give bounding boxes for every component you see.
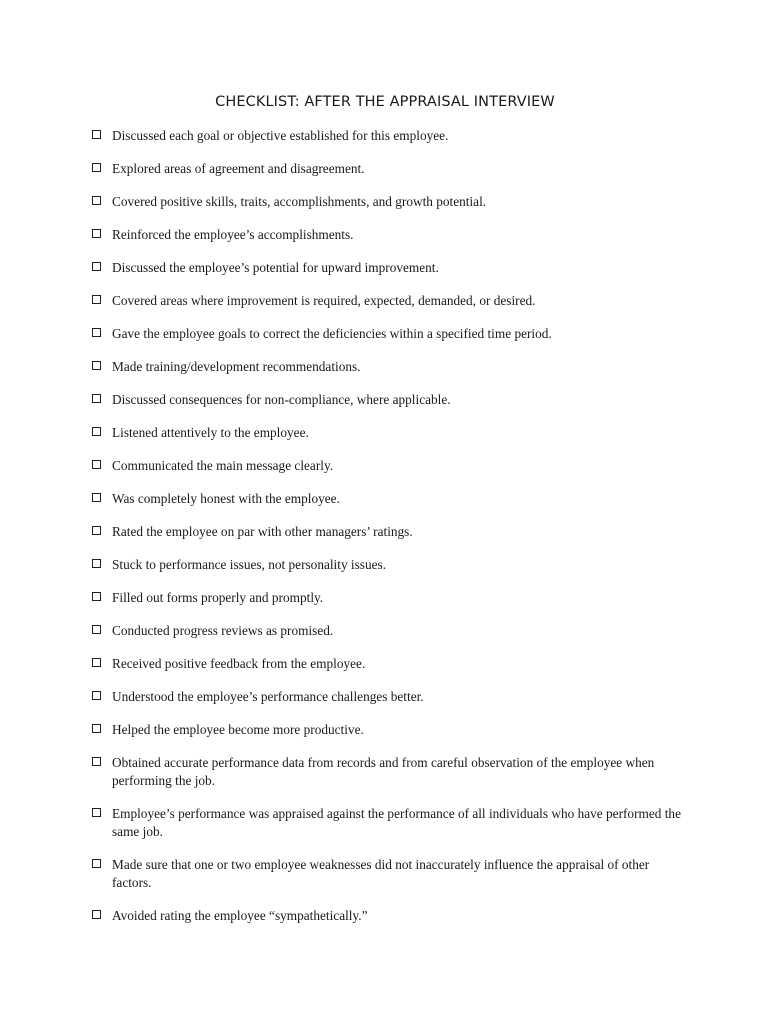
- checklist-item: [92, 358, 692, 376]
- checkbox[interactable]: [92, 394, 101, 403]
- checklist-item-text: Employee’s performance was appraised against the performance of all individuals who have performed the same job.: [112, 806, 681, 839]
- checklist-item: [92, 556, 692, 574]
- checklist-item-text: Made sure that one or two employee weaknesses did not inaccurately influence the appraisal of other factors.: [112, 857, 650, 890]
- checklist-item: [92, 523, 692, 541]
- checklist-item-text: Explored areas of agreement and disagreement.: [112, 161, 365, 176]
- checkbox[interactable]: [92, 262, 101, 271]
- checkbox[interactable]: [92, 460, 101, 469]
- checklist-item-text: Understood the employee’s performance challenges better.: [112, 689, 424, 704]
- checklist-item-text: Obtained accurate performance data from records and from careful observation of the employee when performing the job.: [112, 755, 655, 788]
- checkbox[interactable]: [92, 493, 101, 502]
- page-title: CHECKLIST: AFTER THE APPRAISAL INTERVIEW: [215, 94, 555, 110]
- checkbox[interactable]: [92, 526, 101, 535]
- checklist-item: [92, 226, 692, 244]
- checklist-item: [92, 907, 692, 925]
- checklist-item-text: Communicated the main message clearly.: [112, 458, 334, 473]
- checklist-item-text: Conducted progress reviews as promised.: [112, 623, 334, 638]
- checklist-item: [92, 259, 692, 277]
- checklist-item-text: Reinforced the employee’s accomplishments.: [112, 227, 354, 242]
- checklist-item: [92, 127, 692, 145]
- checklist-item-text: Avoided rating the employee “sympathetically.”: [112, 908, 368, 923]
- checklist-item-text: Covered positive skills, traits, accomplishments, and growth potential.: [112, 194, 487, 209]
- checkbox[interactable]: [92, 757, 101, 766]
- checkbox[interactable]: [92, 724, 101, 733]
- checkbox[interactable]: [92, 559, 101, 568]
- checklist-item: [92, 655, 692, 673]
- checklist-item: [92, 457, 692, 475]
- checkbox[interactable]: [92, 328, 101, 337]
- checkbox[interactable]: [92, 592, 101, 601]
- checkbox[interactable]: [92, 427, 101, 436]
- checklist-item: [92, 856, 692, 892]
- checklist-item-text: Received positive feedback from the employee.: [112, 656, 366, 671]
- checklist-item: [92, 688, 692, 706]
- checkbox[interactable]: [92, 691, 101, 700]
- checkbox[interactable]: [92, 361, 101, 370]
- checklist-item: [92, 160, 692, 178]
- checklist-item-text: Covered areas where improvement is required, expected, demanded, or desired.: [112, 293, 536, 308]
- checklist-item: [92, 589, 692, 607]
- checkbox[interactable]: [92, 229, 101, 238]
- checkbox[interactable]: [92, 130, 101, 139]
- checklist-item-text: Was completely honest with the employee.: [112, 491, 340, 506]
- checklist-item-text: Listened attentively to the employee.: [112, 425, 309, 440]
- checkbox[interactable]: [92, 163, 101, 172]
- checklist-item-text: Discussed each goal or objective established for this employee.: [112, 128, 449, 143]
- checklist-item-text: Discussed the employee’s potential for upward improvement.: [112, 260, 439, 275]
- checkbox[interactable]: [92, 196, 101, 205]
- checklist-item-text: Rated the employee on par with other managers’ ratings.: [112, 524, 413, 539]
- checklist-item: [92, 424, 692, 442]
- checklist-item: [92, 721, 692, 739]
- checklist-item: [92, 325, 692, 343]
- checklist-item: [92, 292, 692, 310]
- checklist-item: [92, 805, 692, 841]
- checklist-item: [92, 622, 692, 640]
- checklist-item: [92, 391, 692, 409]
- checklist-item-text: Filled out forms properly and promptly.: [112, 590, 324, 605]
- checklist-item-text: Discussed consequences for non-compliance, where applicable.: [112, 392, 451, 407]
- checklist-item: [92, 193, 692, 211]
- checkbox[interactable]: [92, 808, 101, 817]
- checkbox[interactable]: [92, 658, 101, 667]
- checklist-item: [92, 490, 692, 508]
- checklist-item-text: Stuck to performance issues, not personality issues.: [112, 557, 387, 572]
- checklist: [92, 127, 692, 940]
- checkbox[interactable]: [92, 859, 101, 868]
- checklist-item: [92, 754, 692, 790]
- checklist-item-text: Gave the employee goals to correct the deficiencies within a specified time period.: [112, 326, 552, 341]
- checkbox[interactable]: [92, 625, 101, 634]
- checklist-item-text: Made training/development recommendations.: [112, 359, 361, 374]
- checklist-item-text: Helped the employee become more productive.: [112, 722, 364, 737]
- checkbox[interactable]: [92, 910, 101, 919]
- checkbox[interactable]: [92, 295, 101, 304]
